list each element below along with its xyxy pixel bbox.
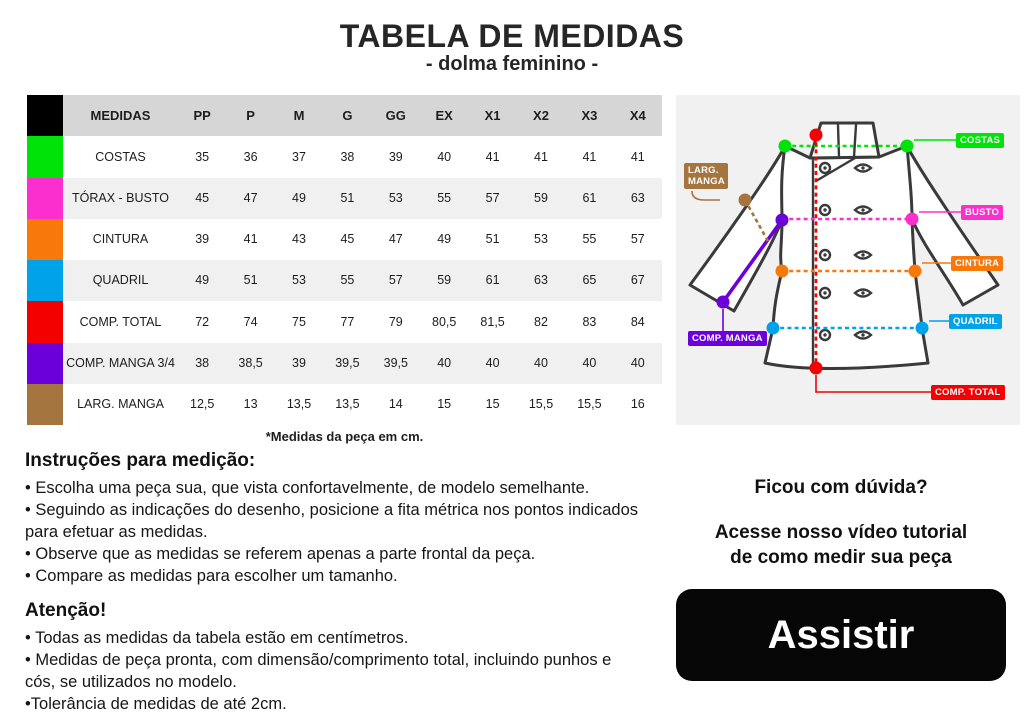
bullet-item: • Observe que as medidas se referem apenas a parte frontal da peça. [25,545,536,563]
measure-value: 41 [534,149,548,164]
measure-value: 41 [582,149,597,164]
measure-value: 16 [630,397,645,412]
measure-value: 61 [485,273,500,288]
header-swatch [27,95,63,136]
row-label: CINTURA [92,232,149,247]
label-busto: BUSTO [961,205,1003,220]
garment-diagram [676,95,1020,425]
page-title: TABELA DE MEDIDAS [339,18,685,54]
table-row [27,260,662,301]
instructions-list [25,477,645,587]
measure-value: 57 [485,190,500,205]
size-table [27,95,662,425]
measure-value: 59 [534,190,548,205]
measure-value: 83 [582,314,597,329]
instructions-block [25,450,645,587]
column-header: G [342,108,353,124]
row-label: COMP. MANGA 3/4 [66,355,175,370]
measure-value: 65 [582,273,597,288]
help-tutorial-line2: de como medir sua peça [730,547,952,568]
bullet-item: • Compare as medidas para escolher um tamanho. [25,567,398,585]
table-row [27,301,662,342]
measure-value: 37 [292,149,306,164]
label-cintura: CINTURA [951,256,1003,271]
row-label: QUADRIL [92,273,149,288]
column-header: EX [435,108,453,124]
measure-value: 53 [292,273,306,288]
page-subtitle: - dolma feminino - [425,53,599,75]
measure-value: 49 [292,190,306,205]
row-label: TÓRAX - BUSTO [71,190,169,205]
row-label: COMP. TOTAL [79,314,162,329]
coat-body [765,146,928,369]
measure-value: 59 [437,273,452,288]
column-header: X1 [484,108,501,124]
measure-value: 51 [243,273,258,288]
row-color-swatch [27,260,63,301]
label-larg-manga: LARG. MANGA [684,163,728,189]
measure-value: 55 [340,273,355,288]
measure-value: 63 [630,190,645,205]
table-row [27,384,662,425]
header-measure-label: MEDIDAS [90,108,151,124]
bullet-item: •Tolerância de medidas de até 2cm. [25,695,287,713]
row-label: LARG. MANGA [77,397,164,412]
measure-value: 53 [534,232,548,247]
attention-list [25,627,645,715]
row-color-swatch [27,384,63,425]
measure-value: 41 [243,232,258,247]
measure-value: 40 [437,149,452,164]
measure-value: 51 [485,232,500,247]
measure-value: 39,5 [335,355,360,370]
table-row [27,219,662,260]
instructions-heading: Instruções para medição: [25,450,256,471]
measure-value: 41 [630,149,645,164]
measure-value: 38 [195,355,210,370]
measure-value: 40 [437,355,452,370]
column-header: PP [193,108,211,124]
help-tutorial-line1: Acesse nosso vídeo tutorial [714,522,968,543]
bullet-item: • Medidas de peça pronta, com dimensão/comprimento total, incluindo punhos e cós, se utilizados no modelo. [25,651,612,691]
measure-value: 82 [534,314,548,329]
table-row [27,95,662,136]
help-question: Ficou com dúvida? [754,477,928,498]
row-color-swatch [27,343,63,384]
attention-heading: Atenção! [25,600,107,621]
measure-value: 13,5 [335,397,360,412]
coat-collar [810,123,879,158]
measure-value: 47 [243,190,258,205]
label-comp-manga: COMP. MANGA [688,331,767,346]
label-costas: COSTAS [956,133,1004,148]
measure-value: 38 [340,149,355,164]
measure-value: 77 [340,314,355,329]
attention-block [25,600,645,715]
measure-value: 12,5 [190,397,215,412]
measure-value: 57 [630,232,645,247]
column-header: X4 [629,108,646,124]
measure-value: 81,5 [480,314,505,329]
measure-value: 36 [243,149,258,164]
measure-value: 84 [630,314,645,329]
measure-value: 15,5 [577,397,602,412]
measure-value: 49 [195,273,210,288]
measure-value: 38,5 [238,355,263,370]
measure-value: 13 [243,397,258,412]
measure-value: 15 [437,397,452,412]
measure-value: 41 [485,149,500,164]
table-row [27,136,662,177]
measure-value: 61 [582,190,597,205]
measure-value: 63 [534,273,548,288]
row-color-swatch [27,136,63,177]
measure-value: 72 [195,314,210,329]
measure-value: 43 [292,232,306,247]
measure-value: 40 [534,355,548,370]
table-row [27,343,662,384]
measure-value: 14 [388,397,403,412]
measure-value: 80,5 [432,314,457,329]
bullet-item: • Escolha uma peça sua, que vista confortavelmente, de modelo semelhante. [25,479,590,497]
measure-value: 49 [437,232,452,247]
measure-value: 51 [340,190,355,205]
measure-value: 39,5 [383,355,408,370]
table-footnote: *Medidas da peça em cm. [265,429,424,444]
coat-right-sleeve [907,146,998,305]
measure-value: 13,5 [286,397,312,412]
label-quadril: QUADRIL [949,314,1002,329]
measure-value: 40 [582,355,597,370]
column-header: X2 [533,108,549,124]
column-header: GG [385,108,406,124]
watch-video-button[interactable]: Assistir [676,589,1006,681]
bullet-item: • Todas as medidas da tabela estão em centímetros. [25,629,409,647]
measure-value: 40 [630,355,645,370]
measure-value: 53 [388,190,403,205]
row-color-swatch [27,219,63,260]
measure-value: 39 [388,149,403,164]
label-comp-total: COMP. TOTAL [931,385,1005,400]
measure-value: 15,5 [528,397,554,412]
measure-value: 15 [485,397,500,412]
column-header: P [246,108,255,124]
measure-value: 45 [340,232,355,247]
measure-value: 55 [582,232,597,247]
measure-value: 35 [195,149,210,164]
column-header: X3 [581,108,598,124]
help-tutorial-text [661,520,1021,570]
row-color-swatch [27,178,63,219]
measure-value: 57 [388,273,403,288]
measure-value: 39 [292,355,306,370]
measure-value: 45 [195,190,210,205]
row-color-swatch [27,301,63,342]
measure-value: 79 [388,314,403,329]
measure-value: 75 [292,314,306,329]
column-header: M [293,108,305,124]
measure-value: 67 [630,273,645,288]
table-row [27,178,662,219]
measure-value: 74 [243,314,258,329]
bullet-item: • Seguindo as indicações do desenho, posicione a fita métrica nos pontos indicados para efetuar as medidas. [25,501,639,541]
measure-value: 55 [437,190,452,205]
measure-value: 40 [485,355,500,370]
measure-value: 39 [195,232,210,247]
measure-value: 47 [388,232,403,247]
row-label: COSTAS [95,149,146,164]
